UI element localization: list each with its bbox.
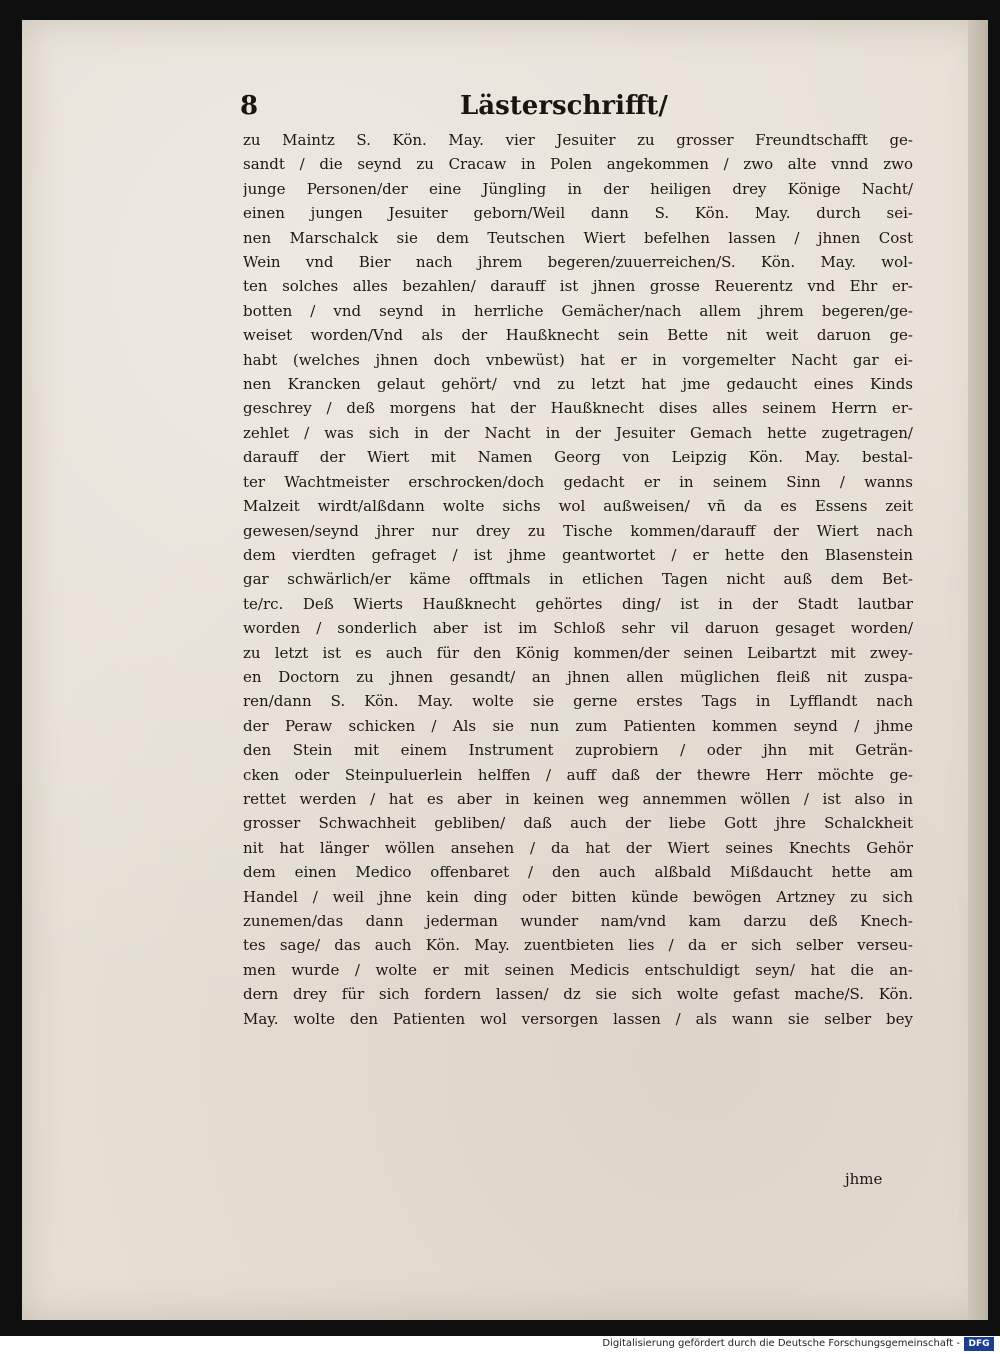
text-line: worden / sonderlich aber ist im Schloß sehr vil daruon gesaget worden/ [243, 619, 913, 638]
text-line: May. wolte den Patienten wol versorgen lassen / als wann sie selber bey [243, 1009, 913, 1028]
text-line: junge Personen/der eine Jüngling in der heiligen drey Könige Nacht/ [243, 179, 913, 198]
text-line: ren/dann S. Kön. May. wolte sie gerne erstes Tags in Lyfflandt nach [243, 692, 913, 711]
text-line: zu letzt ist es auch für den König kommen/der seinen Leibartzt mit zwey- [243, 643, 913, 662]
text-line: nit hat länger wöllen ansehen / da hat der Wiert seines Knechts Gehör [243, 838, 913, 857]
text-line: den Stein mit einem Instrument zuprobiern / oder jhn mit Geträn- [243, 741, 913, 760]
funding-credit: Digitalisierung gefördert durch die Deutsche Forschungsgemeinschaft - [602, 1338, 960, 1349]
text-line: nen Marschalck sie dem Teutschen Wiert befelhen lassen / jhnen Cost [243, 228, 913, 247]
text-line: einen jungen Jesuiter geborn/Weil dann S. Kön. May. durch sei- [243, 204, 913, 223]
text-line: botten / vnd seynd in herrliche Gemächer/nach allem jhrem begeren/ge- [243, 301, 913, 320]
text-line: darauff der Wiert mit Namen Georg von Leipzig Kön. May. bestal- [243, 448, 913, 467]
text-line: Handel / weil jhne kein ding oder bitten künde bewögen Artzney zu sich [243, 887, 913, 906]
text-line: nen Krancken gelaut gehört/ vnd zu letzt hat jme gedaucht eines Kinds [243, 375, 913, 394]
text-line: gewesen/seynd jhrer nur drey zu Tische kommen/darauff der Wiert nach [243, 521, 913, 540]
text-line: zehlet / was sich in der Nacht in der Jesuiter Gemach hette zugetragen/ [243, 423, 913, 442]
body-text [243, 128, 913, 1031]
text-line: zu Maintz S. Kön. May. vier Jesuiter zu grosser Freundtschafft ge- [243, 131, 913, 149]
text-line: ten solches alles bezahlen/ darauff ist jhnen grosse Reuerentz vnd Ehr er- [243, 277, 913, 296]
dfg-logo: DFG [964, 1337, 994, 1351]
text-line: sandt / die seynd zu Cracaw in Polen angekommen / zwo alte vnnd zwo [243, 155, 913, 174]
text-line: Wein vnd Bier nach jhrem begeren/zuuerreichen/S. Kön. May. wol- [243, 253, 913, 272]
page-header [240, 90, 710, 126]
text-line: dem einen Medico offenbaret / den auch alßbald Mißdaucht hette am [243, 863, 913, 882]
text-line: ter Wachtmeister erschrocken/doch gedacht er in seinem Sinn / wanns [243, 472, 913, 491]
catchword: jhme [845, 1170, 883, 1188]
text-line: grosser Schwachheit gebliben/ daß auch der liebe Gott jhre Schalckheit [243, 814, 913, 833]
text-line: te/rc. Deß Wierts Haußknecht gehörtes ding/ ist in der Stadt lautbar [243, 594, 913, 613]
text-line: rettet werden / hat es aber in keinen weg annemmen wöllen / ist also in [243, 789, 913, 808]
footer-bar [0, 1336, 1000, 1354]
text-line: Malzeit wirdt/alßdann wolte sichs wol außweisen/ vñ da es Essens zeit [243, 497, 913, 516]
text-line: zunemen/das dann jederman wunder nam/vnd kam darzu deß Knech- [243, 912, 913, 930]
running-title: Lästerschrifft/ [460, 91, 668, 121]
text-line: dem vierdten gefraget / ist jhme geantwortet / er hette den Blasenstein [243, 545, 913, 564]
text-line: habt (welches jhnen doch vnbewüst) hat er in vorgemelter Nacht gar ei- [243, 350, 913, 369]
text-line: cken oder Steinpuluerlein helffen / auff daß der thewre Herr möchte ge- [243, 765, 913, 784]
text-line: men wurde / wolte er mit seinen Medicis entschuldigt seyn/ hat die an- [243, 960, 913, 979]
text-line: weiset worden/Vnd als der Haußknecht sein Bette nit weit daruon ge- [243, 326, 913, 345]
page-number: 8 [240, 91, 259, 121]
text-line: gar schwärlich/er käme offtmals in etlichen Tagen nicht auß dem Bet- [243, 570, 913, 589]
text-line: en Doctorn zu jhnen gesandt/ an jhnen allen müglichen fleiß nit zuspa- [243, 667, 913, 686]
text-line: tes sage/ das auch Kön. May. zuentbieten lies / da er sich selber verseu- [243, 936, 913, 955]
text-line: dern drey für sich fordern lassen/ dz sie sich wolte gefast mache/S. Kön. [243, 985, 913, 1004]
text-line: der Peraw schicken / Als sie nun zum Patienten kommen seynd / jhme [243, 716, 913, 735]
page-gutter [968, 20, 988, 1320]
text-line: geschrey / deß morgens hat der Haußknecht dises alles seinem Herrn er- [243, 399, 913, 418]
